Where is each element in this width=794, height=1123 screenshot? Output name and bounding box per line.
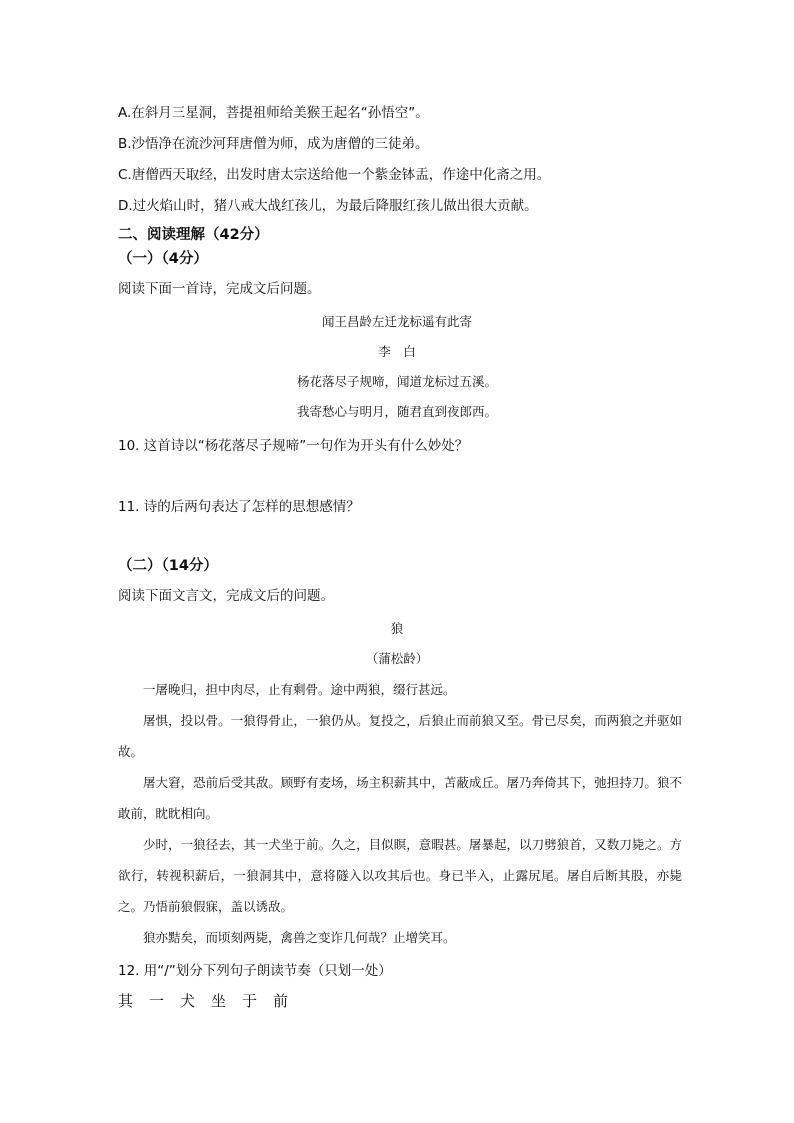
part2-instruction: 阅读下面文言文，完成文后的问题。	[118, 588, 334, 604]
poem-line-1: 杨花落尽子规啼，闻道龙标过五溪。	[296, 374, 497, 389]
poem-line-2: 我寄愁心与明月，随君直到夜郎西。	[296, 404, 497, 419]
option-c: C.唐僧西天取经，出发时唐太宗送给他一个紫金钵盂，作途中化斋之用。	[118, 167, 551, 183]
text-title: 狼	[390, 621, 404, 636]
option-a: A.在斜月三星洞，菩提祖师给美猴王起名“孙悟空”。	[118, 105, 429, 121]
question-10: 10. 这首诗以“杨花落尽子规啼”一句作为开头有什么妙处？	[118, 438, 469, 454]
paragraph-4: 少时，一狼径去，其一犬坐于前。久之，目似瞑，意暇甚。屠暴起，以刀劈狼首，又数刀毙之。方欲行，转视积薪后，一狼洞其中，意将隧入以攻其后也。身已半入，止露尻尾。屠自后断其股，亦毙之。乃悟前狼假寐，盖以诱敌。	[118, 837, 682, 914]
question-11: 11. 诗的后两句表达了怎样的思想感情？	[118, 499, 360, 515]
paragraph-1: 一屠晚归，担中肉尽，止有剩骨。途中两狼，缀行甚远。	[143, 682, 456, 697]
question-12-sentence: 其一犬坐于前	[118, 992, 305, 1010]
poem-author: 李 白	[378, 344, 416, 359]
question-12: 12. 用“/”划分下列句子朗读节奏（只划一处）	[118, 963, 392, 979]
option-b: B.沙悟净在流沙河拜唐僧为师，成为唐僧的三徒弟。	[118, 136, 429, 152]
part1-heading: （一）（4分）	[118, 251, 208, 267]
paragraph-3: 屠大窘，恐前后受其敌。顾野有麦场，场主积薪其中，苫蔽成丘。屠乃奔倚其下，弛担持刀。狼不敢前，眈眈相向。	[118, 775, 682, 821]
section-heading: 二、阅读理解（42分）	[118, 227, 269, 243]
paragraph-5: 狼亦黠矣，而顷刻两毙，禽兽之变诈几何哉？止增笑耳。	[143, 930, 456, 945]
option-d: D.过火焰山时，猪八戒大战红孩儿，为最后降服红孩儿做出很大贡献。	[118, 198, 538, 214]
part2-heading: （二）（14分）	[118, 558, 218, 574]
poem-title: 闻王昌龄左迁龙标遥有此寄	[321, 314, 472, 329]
text-author: （蒲松龄）	[365, 651, 429, 666]
part1-instruction: 阅读下面一首诗，完成文后问题。	[118, 281, 321, 297]
paragraph-2: 屠惧，投以骨。一狼得骨止，一狼仍从。复投之，后狼止而前狼又至。骨已尽矣，而两狼之并驱如故。	[118, 713, 682, 759]
